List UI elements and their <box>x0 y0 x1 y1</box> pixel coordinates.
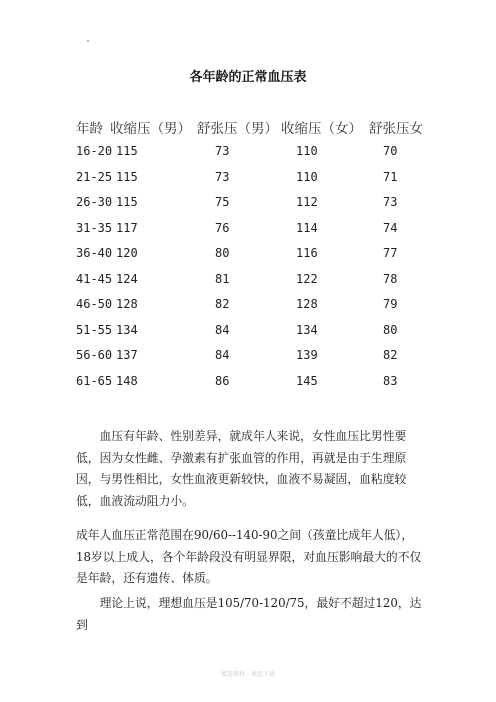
header-diastolic-male: 舒张压（男） <box>197 121 278 137</box>
table-row <box>0 144 496 166</box>
cell-diastolic-male: 73 <box>215 144 230 158</box>
cell-diastolic-male: 82 <box>215 297 230 311</box>
cell-diastolic-female: 77 <box>383 246 398 260</box>
cell-diastolic-male: 86 <box>215 373 230 388</box>
cell-systolic-female: 114 <box>296 220 318 235</box>
cell-systolic-female: 110 <box>296 169 318 184</box>
cell-diastolic-male: 73 <box>215 169 230 184</box>
cell-diastolic-female: 80 <box>383 322 398 337</box>
cell-systolic-male: 115 <box>116 195 138 209</box>
cell-systolic-male: 128 <box>116 297 138 311</box>
table-row <box>0 195 496 217</box>
cell-diastolic-female: 78 <box>383 271 398 286</box>
page-title: 各年龄的正常血压表 <box>189 70 307 85</box>
cell-age: 21-25 <box>76 169 113 184</box>
cell-diastolic-female: 82 <box>383 348 398 362</box>
table-row <box>0 246 496 268</box>
cell-systolic-female: 122 <box>296 271 318 286</box>
cell-diastolic-male: 80 <box>215 246 230 260</box>
cell-diastolic-male: 81 <box>215 271 230 286</box>
header-systolic-male: 收缩压（男） <box>110 121 191 137</box>
table-row <box>0 348 496 370</box>
header-diastolic-female: 舒张压女 <box>369 121 423 137</box>
cell-diastolic-male: 84 <box>215 348 230 362</box>
cell-age: 31-35 <box>76 220 113 235</box>
cell-systolic-male: 137 <box>116 348 138 362</box>
header-systolic-female: 收缩压（女） <box>281 121 362 137</box>
cell-age: 41-45 <box>76 271 113 286</box>
table-header-row <box>0 117 496 139</box>
cell-systolic-male: 148 <box>116 373 138 388</box>
cell-systolic-female: 128 <box>296 297 318 311</box>
cell-systolic-female: 116 <box>296 246 318 260</box>
cell-systolic-female: 112 <box>296 195 318 209</box>
cell-diastolic-female: 83 <box>383 373 398 388</box>
page-footer: 精选资料，欢迎下载 <box>220 671 275 678</box>
cell-diastolic-female: 79 <box>383 297 398 311</box>
cell-diastolic-female: 73 <box>383 195 398 209</box>
cell-systolic-male: 134 <box>116 322 138 337</box>
cell-systolic-female: 110 <box>296 144 318 158</box>
table-row <box>0 221 496 243</box>
cell-systolic-male: 115 <box>116 169 138 184</box>
cell-diastolic-male: 76 <box>215 220 230 235</box>
cell-systolic-male: 117 <box>116 220 138 235</box>
cell-diastolic-male: 84 <box>215 322 230 337</box>
cell-systolic-female: 139 <box>296 348 318 362</box>
table-row <box>0 374 496 396</box>
cell-diastolic-male: 75 <box>215 195 230 209</box>
cell-age: 61-65 <box>76 373 113 388</box>
paragraph-3: 理论上说，理想血压是105/70-120/75，最好不超过120，达到 <box>76 596 422 632</box>
cell-age: 51-55 <box>76 322 113 337</box>
table-row <box>0 170 496 192</box>
paragraph-1: 血压有年龄、性别差异，就成年人来说，女性血压比男性要低，因为女性雌、孕激素有扩张血管的作用，再就是由于生理原因，与男性相比，女性血液更新较快，血液不易凝固，血粘度较低，血液流动阻力小。 <box>76 429 407 508</box>
cell-age: 26-30 <box>76 195 113 209</box>
cell-age: 46-50 <box>76 297 113 311</box>
table-row <box>0 272 496 294</box>
cell-systolic-female: 134 <box>296 322 318 337</box>
cell-age: 16-20 <box>76 144 113 158</box>
header-age: 年龄 <box>76 121 103 137</box>
page-mark <box>87 40 89 42</box>
table-row <box>0 297 496 319</box>
table-row <box>0 323 496 345</box>
cell-systolic-male: 115 <box>116 144 138 158</box>
cell-diastolic-female: 74 <box>383 220 398 235</box>
cell-age: 56-60 <box>76 348 113 362</box>
cell-systolic-female: 145 <box>296 373 318 388</box>
cell-diastolic-female: 71 <box>383 169 398 184</box>
paragraph-2: 成年人血压正常范围在90/60--140-90之间（孩童比成年人低），18岁以上成人，各个年龄段没有明显界限，对血压影响最大的不仅是年龄，还有遗传、体质。 <box>76 528 422 585</box>
cell-systolic-male: 120 <box>116 246 138 260</box>
cell-systolic-male: 124 <box>116 271 138 286</box>
cell-diastolic-female: 70 <box>383 144 398 158</box>
cell-age: 36-40 <box>76 246 113 260</box>
